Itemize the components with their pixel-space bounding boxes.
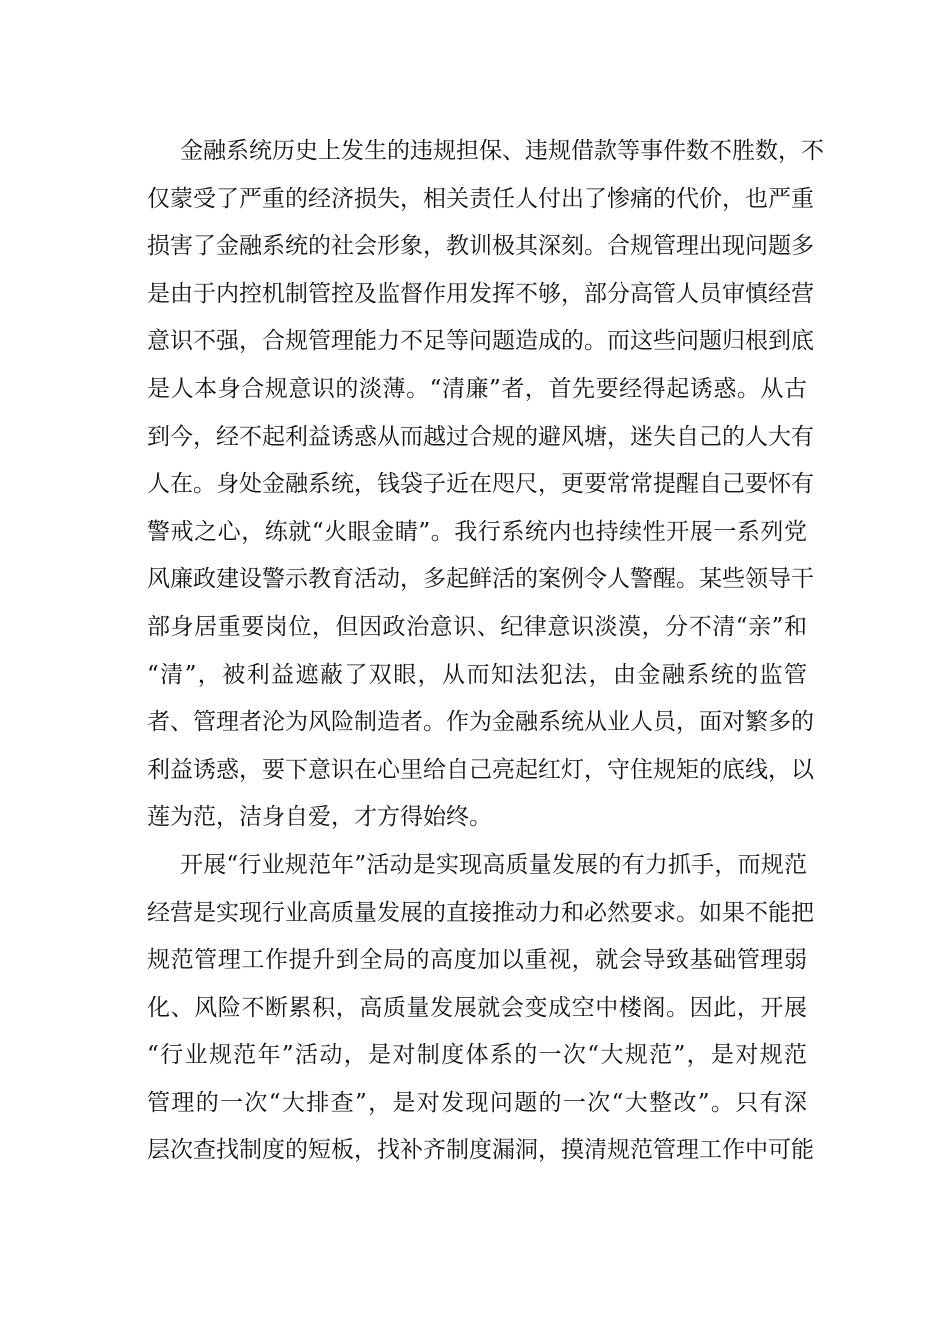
text-line: “清”，被利益遮蔽了双眼，从而知法犯法，由金融系统的监管 [147, 661, 807, 688]
text-line: 莲为范，洁身自爱，才方得始终。 [147, 804, 492, 831]
text-line: 化、风险不断累积，高质量发展就会变成空中楼阁。因此，开展 [147, 994, 807, 1021]
text-line: 规范管理工作提升到全局的高度加以重视，就会导致基础管理弱 [147, 947, 807, 974]
text-line: 意识不强，合规管理能力不足等问题造成的。而这些问题归根到底 [147, 328, 814, 355]
text-line: 仅蒙受了严重的经济损失，相关责任人付出了惨痛的代价，也严重 [147, 185, 814, 212]
text-line: 警戒之心，练就“火眼金睛”。我行系统内也持续性开展一系列党 [147, 518, 807, 545]
text-line: 经营是实现行业高质量发展的直接推动力和必然要求。如果不能把 [147, 899, 814, 926]
text-line: “行业规范年”活动，是对制度体系的一次“大规范”，是对规范 [147, 1042, 807, 1069]
text-line: 是由于内控机制管控及监督作用发挥不够，部分高管人员审慎经营 [147, 280, 814, 307]
text-line: 损害了金融系统的社会形象，教训极其深刻。合规管理出现问题多 [147, 233, 814, 260]
text-line: 金融系统历史上发生的违规担保、违规借款等事件数不胜数，不 [180, 138, 824, 164]
text-line: 管理的一次“大排查”，是对发现问题的一次“大整改”。只有深 [147, 1089, 807, 1116]
text-line: 层次查找制度的短板，找补齐制度漏洞，摸清规范管理工作中可能 [147, 1137, 814, 1164]
text-line: 者、管理者沦为风险制造者。作为金融系统从业人员，面对繁多的 [147, 709, 814, 736]
text-line: 人在。身处金融系统，钱袋子近在咫尺，更要常常提醒自己要怀有 [147, 471, 814, 498]
paragraph [147, 842, 814, 1175]
text-line: 风廉政建设警示教育活动，多起鲜活的案例令人警醒。某些领导干 [147, 566, 814, 593]
text-line: 利益诱惑，要下意识在心里给自己亮起红灯，守住规矩的底线，以 [147, 756, 814, 783]
text-line: 开展“行业规范年”活动是实现高质量发展的有力抓手，而规范 [180, 851, 807, 878]
document-body [147, 128, 824, 1175]
text-line: 是人本身合规意识的淡薄。“清廉”者，首先要经得起诱惑。从古 [147, 375, 807, 402]
paragraph [147, 128, 824, 842]
text-line: 部身居重要岗位，但因政治意识、纪律意识淡漠，分不清“亲”和 [147, 613, 807, 640]
text-line: 到今，经不起利益诱惑从而越过合规的避风塘，迷失自己的人大有 [147, 423, 814, 450]
